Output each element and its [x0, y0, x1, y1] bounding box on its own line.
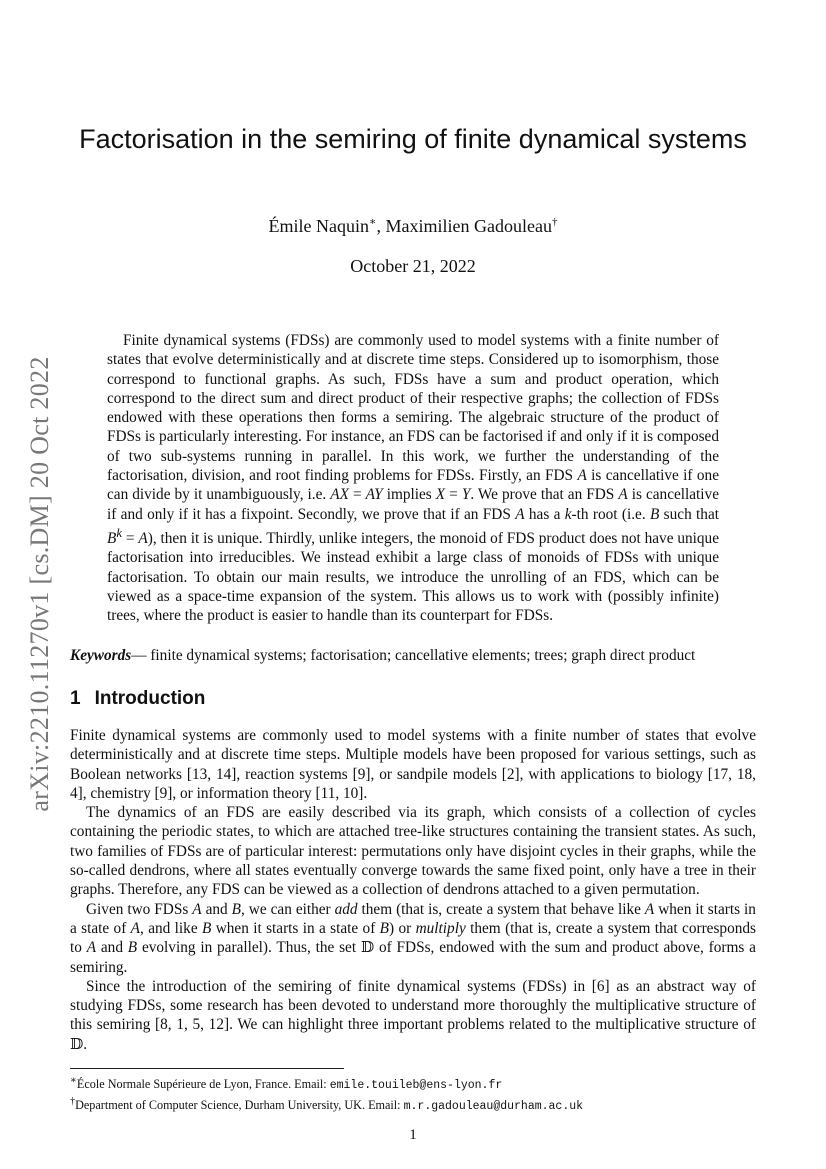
footnote-1 [70, 1073, 770, 1094]
section-number: 1 [70, 688, 81, 709]
text: evolving in parallel). Thus, the set [137, 939, 361, 957]
emphasis: add [334, 900, 358, 918]
math-op: = [445, 486, 462, 504]
footnote-text: École Normale Supérieure de Lyon, France. Email: [76, 1077, 330, 1092]
text: of FDSs, endowed with the sum and product above, forms a semiring. [70, 939, 756, 976]
arxiv-id-text: arXiv:2210.11270v1 [cs.DM] 20 Oct 2022 [25, 356, 54, 812]
math-op: = [348, 486, 366, 504]
math-var: k [564, 505, 572, 523]
footnote-2 [70, 1094, 770, 1115]
paragraph-1: Finite dynamical systems are commonly used to model systems with a finite number of states that evolve deterministically and at discrete time steps. Multiple models have been proposed for various settings, such as Boolean networks [13, 14], reaction systems [9], or sandpile models [2], with applications to biology [17, 18, 4], chemistry [9], or information theory [11, 10]. [70, 727, 756, 802]
abstract-text: -th root (i.e. [571, 505, 650, 523]
abstract-text: . We prove that an FDS [470, 486, 619, 504]
math-var: B [201, 919, 212, 937]
keywords-text: — finite dynamical systems; factorisation; cancellative elements; trees; graph direct product [131, 647, 696, 664]
text: . [83, 1035, 88, 1053]
section-heading-introduction [70, 688, 205, 710]
text: and [96, 939, 128, 957]
keywords-label: Keywords [70, 647, 132, 664]
abstract-text: ), then it is unique. Thirdly, unlike integers, the monoid of FDS product does not have unique factorisation into irreducibles. We instead exhibit a large class of monoids of FDSs with unique factorisation. To obtain our main results, we introduce the unrolling of an FDS, which can be viewed as a space-time expansion of the system. This allows us to work with (possibly infinite) trees, where the product is easier to handle than its counterpart for FDSs. [107, 530, 719, 625]
paper-title: Factorisation in the semiring of finite dynamical systems [79, 124, 747, 154]
keywords-line [70, 647, 770, 665]
text: Since the introduction of the semiring of finite dynamical systems (FDSs) in [6] as an abstract way of studying FDSs, some research has been devoted to understand more thoroughly the multiplicative structure of this semiring [8, 1, 5, 12]. We can highlight three important problems related to the multiplicative structure of [70, 977, 756, 1034]
text: them (that is, create a system that corresponds to [70, 919, 756, 957]
math-var: A [86, 939, 97, 957]
paper-date: October 21, 2022 [350, 256, 476, 276]
email-link[interactable]: emile.touileb@ens-lyon.fr [329, 1079, 503, 1093]
text: , and like [140, 919, 202, 937]
math-var: B [379, 919, 390, 937]
footnotes [70, 1073, 770, 1115]
abstract-text: has a [524, 505, 565, 523]
math-exponent: k [116, 525, 123, 540]
abstract-text: is cancellative if and only if it has a fixpoint. Secondly, we prove that if an FDS [107, 486, 719, 523]
author-1: Émile Naquin [268, 216, 370, 236]
text: them (that is, create a system that behave like [357, 900, 645, 918]
author-2: Maximilien Gadouleau [385, 216, 552, 236]
text: when it starts in a state of [211, 919, 380, 937]
math-var: A [644, 900, 655, 918]
emphasis: multiply [415, 919, 466, 937]
footnote-text: Department of Computer Science, Durham University, UK. Email: [75, 1098, 404, 1113]
math-op: = [122, 530, 139, 548]
math-var: B [231, 900, 242, 918]
email-link[interactable]: m.r.gadouleau@durham.ac.uk [403, 1100, 584, 1114]
text: and [201, 900, 232, 918]
math-var: AX [330, 486, 349, 504]
text: Given two FDSs [86, 900, 193, 918]
section-title: Introduction [94, 688, 206, 709]
math-var: A [192, 900, 202, 918]
abstract-text: is cancellative if one can divide by it unambiguously, i.e. [107, 467, 719, 504]
text: , we can either [241, 900, 335, 918]
text: when it starts in a state of [70, 900, 756, 937]
set-symbol: 𝔻 [360, 939, 375, 957]
introduction-body [70, 726, 756, 1054]
footnote-rule [70, 1068, 344, 1069]
math-var: A [577, 467, 587, 485]
arxiv-sidebar-stamp [22, 334, 58, 834]
footnote-mark: ∗ [70, 1075, 77, 1086]
text: ) or [389, 919, 416, 937]
math-var: A [618, 486, 628, 504]
footnote-mark: † [70, 1096, 76, 1108]
footnote-mark-2[interactable]: † [551, 216, 558, 228]
math-var: X [435, 486, 446, 504]
paragraph-2: The dynamics of an FDS are easily described via its graph, which consists of a collection of cycles containing the periodic states, to which are attached tree-like structures containing the transient states. As such, two families of FDSs are of particular interest: permutations only have disjoint cycles in their graphs, while the so-called dendrons, where all states eventually converge towards the same fixed point, only have a tree in their graphs. Therefore, any FDS can be viewed as a collection of dendrons attached to a given permutation. [70, 804, 756, 899]
math-var: B [649, 505, 660, 523]
page-number: 1 [409, 1127, 417, 1143]
author-line [70, 215, 756, 237]
math-var: A [138, 530, 148, 548]
math-var: AY [365, 486, 383, 504]
footnote-mark-1[interactable]: ∗ [369, 216, 377, 228]
math-var: B [107, 530, 117, 548]
abstract-text: implies [382, 486, 436, 504]
math-var: Y [461, 486, 471, 504]
abstract-text: Finite dynamical systems (FDSs) are commonly used to model systems with a finite number of states that evolve deterministically and at discrete time steps. Considered up to isomorphism, those correspond to functional graphs. As such, FDSs have a sum and product operation, which correspond to the direct sum and direct product of their respective graphs; the collection of FDSs endowed with these operations then forms a semiring. The algebraic structure of the product of FDSs is particularly interesting. For instance, an FDS can be factorised if and only if it is composed of two sub-systems running in parallel. In this work, we further the understanding of the factorisation, division, and root finding problems for FDSs. Firstly, an FDS [107, 332, 719, 485]
math-var: B [127, 939, 138, 957]
author-separator: , [376, 216, 386, 236]
abstract-text: such that [659, 505, 719, 523]
math-var: A [515, 505, 525, 523]
math-var: A [130, 919, 141, 937]
abstract [107, 331, 719, 626]
paragraph-3 [70, 900, 756, 977]
set-symbol: 𝔻 [70, 1035, 84, 1053]
paragraph-4 [70, 977, 756, 1054]
